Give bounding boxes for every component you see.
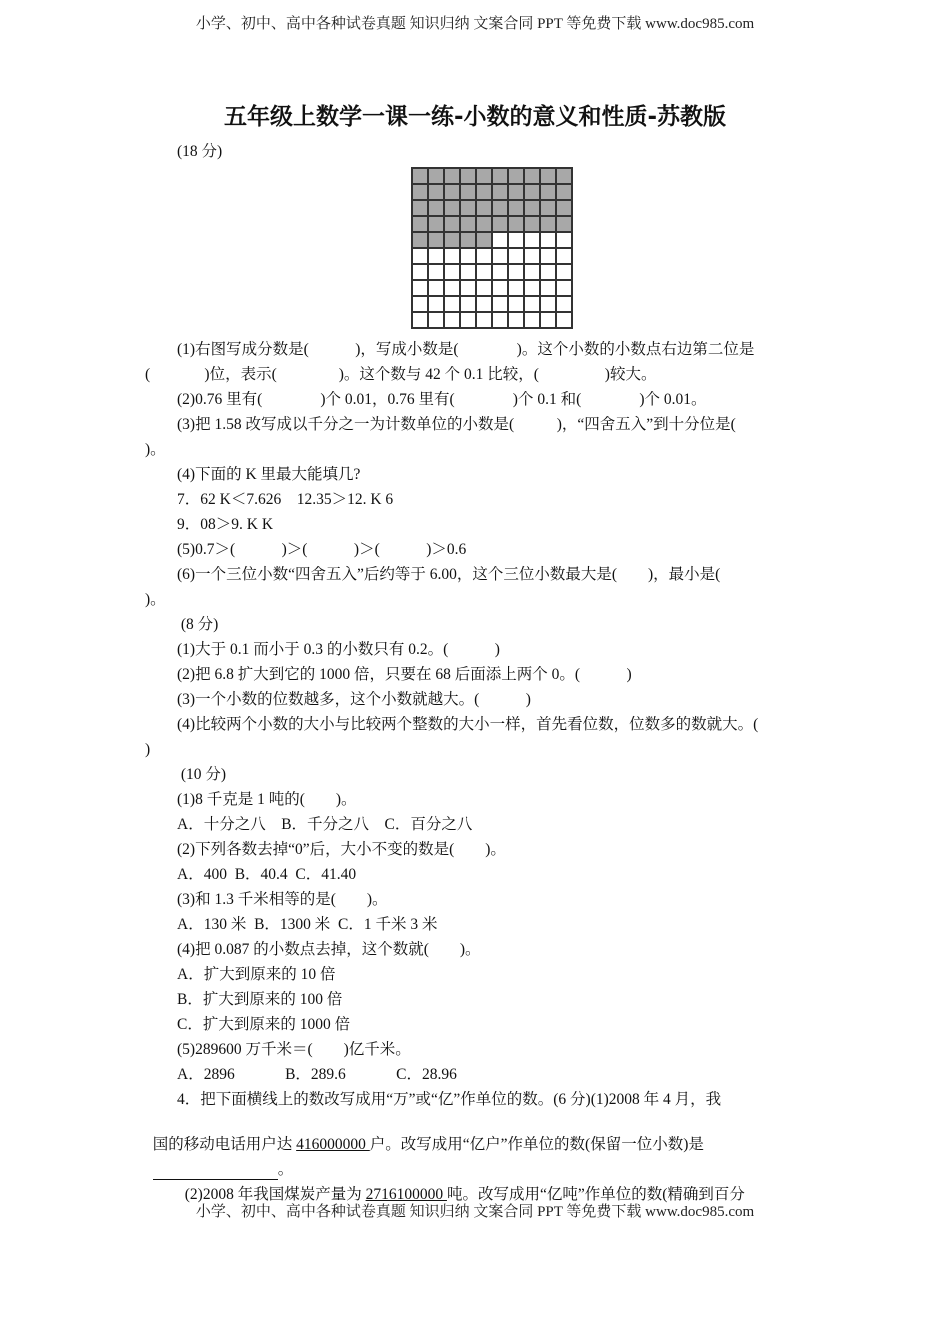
question-line: (5)289600 万千米＝( )亿千米。 xyxy=(177,1041,411,1058)
grid-cell-shaded xyxy=(476,232,492,248)
grid-cell-shaded xyxy=(460,232,476,248)
grid-cell-empty xyxy=(556,264,572,280)
grid-cell-empty xyxy=(428,280,444,296)
grid-cell-shaded xyxy=(444,168,460,184)
grid-cell-empty xyxy=(524,232,540,248)
grid-cell-empty xyxy=(412,312,428,328)
grid-cell-empty xyxy=(492,312,508,328)
question-line: (1)大于 0.1 而小于 0.3 的小数只有 0.2。( ) xyxy=(177,641,500,658)
grid-cell-empty xyxy=(428,264,444,280)
grid-cell-shaded xyxy=(412,168,428,184)
grid-cell-shaded xyxy=(412,200,428,216)
grid-cell-shaded xyxy=(460,200,476,216)
text-segment: 户。改写成用“亿户”作单位的数(保留一位小数)是 xyxy=(369,1136,704,1153)
grid-cell-shaded xyxy=(524,200,540,216)
question-line: (3)和 1.3 千米相等的是( )。 xyxy=(177,891,388,908)
question-line: (2)把 6.8 扩大到它的 1000 倍，只要在 68 后面添上两个 0。( ) xyxy=(177,666,632,683)
grid-cell-shaded xyxy=(540,200,556,216)
grid-cell-shaded xyxy=(556,200,572,216)
answer-option: C．扩大到原来的 1000 倍 xyxy=(177,1016,351,1033)
grid-cell-empty xyxy=(540,296,556,312)
answer-options: A．130 米 B．1300 米 C．1 千米 3 米 xyxy=(177,916,438,933)
grid-cell-empty xyxy=(524,280,540,296)
question-line: (3)一个小数的位数越多，这个小数就越大。( ) xyxy=(177,691,531,708)
grid-cell-empty xyxy=(540,248,556,264)
grid-cell-empty xyxy=(412,296,428,312)
grid-cell-shaded xyxy=(460,184,476,200)
answer-options: A．2896 B．289.6 C．28.96 xyxy=(177,1066,457,1083)
grid-cell-shaded xyxy=(444,200,460,216)
grid-cell-empty xyxy=(444,248,460,264)
grid-cell-shaded xyxy=(444,184,460,200)
grid-cell-empty xyxy=(540,232,556,248)
grid-cell-empty xyxy=(508,232,524,248)
grid-cell-shaded xyxy=(412,216,428,232)
grid-cell-empty xyxy=(524,296,540,312)
grid-cell-shaded xyxy=(476,200,492,216)
grid-cell-empty xyxy=(460,296,476,312)
text-segment: 。 xyxy=(277,1161,294,1178)
grid-cell-empty xyxy=(492,280,508,296)
grid-cell-empty xyxy=(492,248,508,264)
grid-cell-empty xyxy=(540,264,556,280)
grid-cell-empty xyxy=(428,312,444,328)
grid-cell-empty xyxy=(428,296,444,312)
grid-cell-shaded xyxy=(556,168,572,184)
grid-cell-empty xyxy=(444,264,460,280)
grid-cell-shaded xyxy=(492,168,508,184)
grid-cell-shaded xyxy=(540,184,556,200)
answer-options: A．十分之八 B．千分之八 C．百分之八 xyxy=(177,816,473,833)
question-line: (3)把 1.58 改写成以千分之一为计数单位的小数是( )，“四舍五入”到十分位是( xyxy=(177,416,736,433)
grid-cell-shaded xyxy=(556,184,572,200)
grid-cell-shaded xyxy=(524,184,540,200)
grid-cell-empty xyxy=(524,264,540,280)
grid-cell-shaded xyxy=(476,184,492,200)
grid-cell-empty xyxy=(508,296,524,312)
grid-cell-empty xyxy=(524,312,540,328)
hundred-grid-figure xyxy=(411,167,573,329)
grid-cell-shaded xyxy=(444,232,460,248)
grid-cell-shaded xyxy=(428,232,444,248)
grid-cell-empty xyxy=(508,312,524,328)
question-line: (1)右图写成分数是( )，写成小数是( )。这个小数的小数点右边第二位是 xyxy=(177,341,755,358)
text-segment: (2)2008 年我国煤炭产量为 xyxy=(184,1186,366,1203)
grid-cell-empty xyxy=(412,248,428,264)
grid-cell-shaded xyxy=(524,168,540,184)
grid-cell-shaded xyxy=(508,216,524,232)
question-line: (1)8 千克是 1 吨的( )。 xyxy=(177,791,357,808)
question-line: (6)一个三位小数“四舍五入”后约等于 6.00，这个三位小数最大是( )，最小是( xyxy=(177,566,721,583)
page-footer-banner: 小学、初中、高中各种试卷真题 知识归纳 文案合同 PPT 等免费下载 www.doc985.com xyxy=(195,1204,755,1220)
grid-cell-empty xyxy=(508,264,524,280)
question-line: (4)比较两个小数的大小与比较两个整数的大小一样，首先看位数，位数多的数就大。( xyxy=(177,716,759,733)
page-header-banner: 小学、初中、高中各种试卷真题 知识归纳 文案合同 PPT 等免费下载 www.doc985.com xyxy=(195,16,755,32)
grid-cell-shaded xyxy=(492,216,508,232)
grid-cell-shaded xyxy=(428,184,444,200)
grid-cell-empty xyxy=(492,264,508,280)
grid-cell-empty xyxy=(460,264,476,280)
grid-cell-shaded xyxy=(540,216,556,232)
grid-cell-shaded xyxy=(476,216,492,232)
text-segment: 国的移动电话用户达 xyxy=(152,1136,297,1153)
question-line: ) xyxy=(145,741,151,758)
grid-cell-shaded xyxy=(412,232,428,248)
grid-cell-empty xyxy=(556,280,572,296)
question-line: (4)下面的 K 里最大能填几? xyxy=(177,466,361,483)
grid-cell-shaded xyxy=(412,184,428,200)
grid-cell-empty xyxy=(444,296,460,312)
question-line xyxy=(177,1165,745,1205)
grid-cell-shaded xyxy=(540,168,556,184)
grid-cell-empty xyxy=(460,280,476,296)
section2-score: (8 分) xyxy=(177,616,219,633)
question-line: 7．62 K＜7.626 12.35＞12. K 6 xyxy=(177,491,394,508)
grid-cell-shaded xyxy=(428,168,444,184)
grid-cell-shaded xyxy=(460,216,476,232)
document-title: 五年级上数学一课一练-小数的意义和性质-苏教版 xyxy=(223,104,727,130)
grid-cell-empty xyxy=(412,280,428,296)
section1-score: (18 分) xyxy=(177,143,223,160)
underlined-number: 416000000 xyxy=(296,1136,370,1153)
grid-cell-empty xyxy=(556,248,572,264)
grid-cell-empty xyxy=(460,248,476,264)
text-segment: 吨。改写成用“亿吨”作单位的数(精确到百分 xyxy=(446,1186,745,1203)
grid-cell-shaded xyxy=(524,216,540,232)
question-line: (4)把 0.087 的小数点去掉，这个数就( )。 xyxy=(177,941,481,958)
answer-options: A．400 B．40.4 C．41.40 xyxy=(177,866,357,883)
grid-cell-shaded xyxy=(556,216,572,232)
question-line: (2)下列各数去掉“0”后，大小不变的数是( )。 xyxy=(177,841,506,858)
grid-cell-empty xyxy=(556,312,572,328)
answer-option: A．扩大到原来的 10 倍 xyxy=(177,966,336,983)
question-line: )。 xyxy=(145,591,166,608)
answer-option: B．扩大到原来的 100 倍 xyxy=(177,991,343,1008)
grid-cell-empty xyxy=(476,248,492,264)
question-line: 9．08＞9. K K xyxy=(177,516,274,533)
question-line: ( )位，表示( )。这个数与 42 个 0.1 比较，( )较大。 xyxy=(145,366,657,383)
grid-cell-empty xyxy=(476,264,492,280)
grid-cell-shaded xyxy=(428,216,444,232)
grid-cell-empty xyxy=(444,312,460,328)
grid-cell-empty xyxy=(556,232,572,248)
grid-cell-empty xyxy=(540,312,556,328)
grid-cell-empty xyxy=(540,280,556,296)
grid-cell-empty xyxy=(476,280,492,296)
grid-cell-empty xyxy=(524,248,540,264)
grid-cell-shaded xyxy=(492,200,508,216)
grid-cell-empty xyxy=(412,264,428,280)
grid-cell-empty xyxy=(492,296,508,312)
section3-score: (10 分) xyxy=(177,766,227,783)
grid-cell-empty xyxy=(476,296,492,312)
grid-cell-shaded xyxy=(492,184,508,200)
question-line: )。 xyxy=(145,441,166,458)
grid-cell-shaded xyxy=(476,168,492,184)
grid-cell-empty xyxy=(508,280,524,296)
question-line: 4．把下面横线上的数改写成用“万”或“亿”作单位的数。(6 分)(1)2008 年 4 月，我 xyxy=(177,1091,722,1108)
grid-cell-shaded xyxy=(428,200,444,216)
question-line: (5)0.7＞( )＞( )＞( )＞0.6 xyxy=(177,541,467,558)
grid-cell-shaded xyxy=(508,200,524,216)
question-line: (2)0.76 里有( )个 0.01，0.76 里有( )个 0.1 和( )个 0.01。 xyxy=(177,391,707,408)
grid-cell-empty xyxy=(476,312,492,328)
grid-cell-empty xyxy=(508,248,524,264)
underlined-number: 2716100000 xyxy=(365,1186,447,1203)
grid-cell-empty xyxy=(460,312,476,328)
grid-cell-empty xyxy=(444,280,460,296)
grid-cell-empty xyxy=(428,248,444,264)
grid-cell-shaded xyxy=(460,168,476,184)
grid-cell-shaded xyxy=(508,168,524,184)
grid-cell-shaded xyxy=(444,216,460,232)
grid-cell-empty xyxy=(556,296,572,312)
grid-cell-empty xyxy=(492,232,508,248)
grid-cell-shaded xyxy=(508,184,524,200)
